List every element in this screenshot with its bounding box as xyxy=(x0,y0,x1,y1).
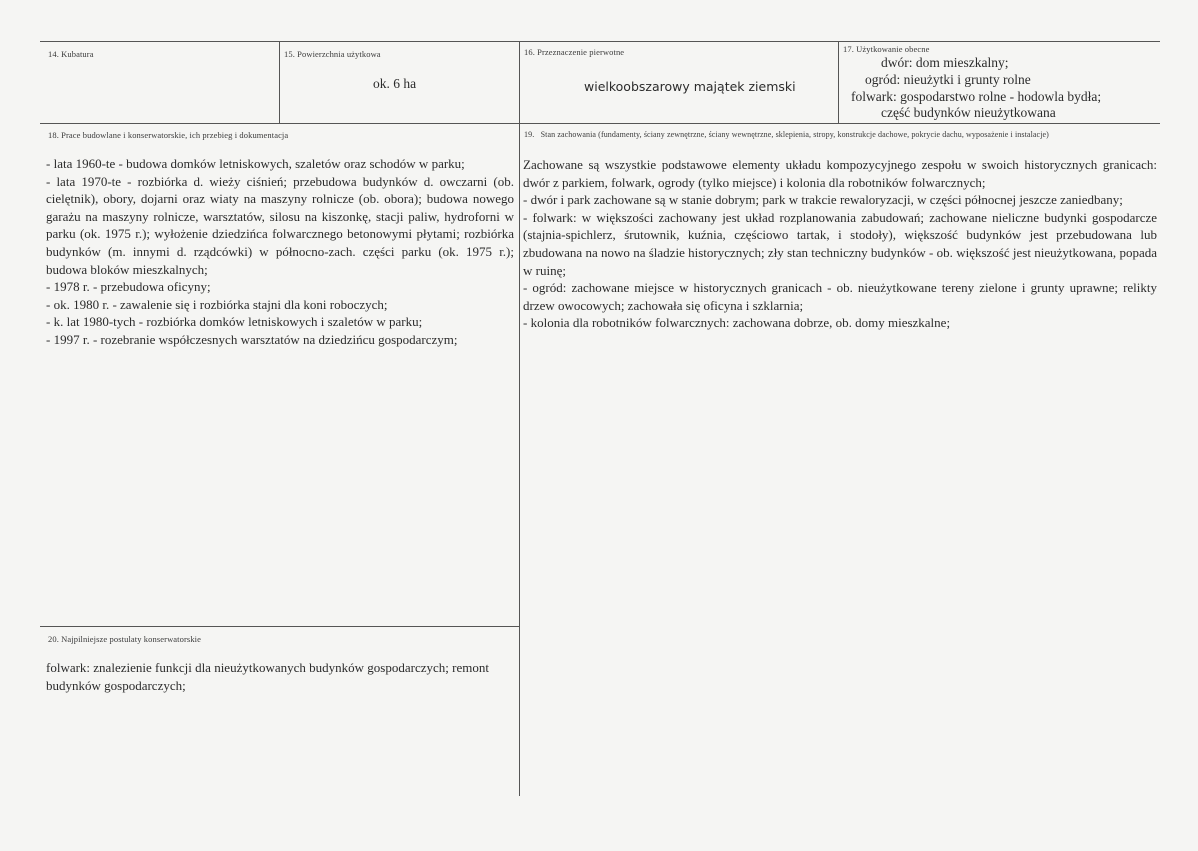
top-rule xyxy=(40,41,1160,42)
section20-top-rule xyxy=(40,626,519,627)
list-item: - ok. 1980 r. - zawalenie się i rozbiórka stajni dla koni roboczych; xyxy=(46,296,388,312)
uzytkowanie-label: 17. Użytkowanie obecne xyxy=(843,44,930,54)
powierzchnia-value: ok. 6 ha xyxy=(373,76,417,91)
kubatura-label: 14. Kubatura xyxy=(48,49,94,59)
col1-divider xyxy=(279,41,280,123)
przeznaczenie-value: wielkoobszarowy majątek ziemski xyxy=(584,79,796,94)
list-item: - folwark: w większości zachowany jest układ rozplanowania zabudowań; zachowane nieliczne budynki gospodarcze (stajnia-spichlerz, śrutownik, kuźnia, częściowo tartak, i stodoły), większość budynków jest przebudowana lub zbudowana na nowo na śladzie historycznych; zły stan techniczny budynków - ob. większość jest nieużytkowana, popada w ruinę; xyxy=(523,209,1157,278)
list-item: - ogród: zachowane miejsce w historycznych granicach - ob. nieużytkowane tereny zielone i grunty uprawne; relikty drzew owocowych; zachowała się oficyna i szklarnia; xyxy=(523,280,1157,313)
list-item: - 1978 r. - przebudowa oficyny; xyxy=(46,279,211,295)
list-item: - 1997 r. - rozebranie współczesnych warsztatów na dziedzińcu gospodarczym; xyxy=(46,331,458,347)
list-item: - lata 1970-te - rozbiórka d. wieży ciśnień; przebudowa budynków d. owczarni (ob. cielętnik), obory, dojarni oraz wiaty na maszyny rolnicze (ob. obora); budowa nowego garażu na maszyny rolnicze, warsztatów, silosu na kiszonkę, stacji paliw, hydroforni w parku (ok. 1975 r.); wyłożenie dziedzińca folwarcznego betonowymi płytami; rozbiórka budynków (m. innymi d. rządcówki) w północno-zach. części parku (ok. 1975 r.); budowa bloków mieszkalnych; xyxy=(46,173,514,277)
uzytkowanie-line: dwór: dom mieszkalny; xyxy=(881,55,1009,70)
list-item: - kolonia dla robotników folwarcznych: zachowana dobrze, ob. domy mieszkalne; xyxy=(523,315,951,331)
uzytkowanie-line: ogród: nieużytki i grunty rolne xyxy=(865,71,1031,87)
col3-divider xyxy=(838,41,839,123)
list-item: - k. lat 1980-tych - rozbiórka domków letniskowych i szaletów w parku; xyxy=(46,314,423,330)
prace-list xyxy=(46,155,514,349)
list-item: - lata 1960-te - budowa domków letniskowych, szaletów oraz schodów w parku; xyxy=(46,156,465,171)
row1-bottom-rule xyxy=(40,123,1160,124)
list-item: folwark: znalezienie funkcji dla nieużytkowanych budynków gospodarczych; remont budynków gospodarczych; xyxy=(46,660,489,693)
uzytkowanie-line: część budynków nieużytkowana xyxy=(881,105,1056,121)
postulaty-label: 20. Najpilniejsze postulaty konserwatorskie xyxy=(48,634,202,644)
stan-list xyxy=(523,156,1157,332)
list-item: Zachowane są wszystkie podstawowe elementy układu kompozycyjnego zespołu w swoich historycznych granicach: dwór z parkiem, folwark, ogrody (tylko miejsce) i kolonia dla robotników folwarcznych; xyxy=(523,157,1157,190)
postulaty-list xyxy=(46,659,514,694)
przeznaczenie-label: 16. Przeznaczenie pierwotne xyxy=(524,47,625,57)
col2-divider xyxy=(519,41,520,796)
list-item: - dwór i park zachowane są w stanie dobrym; park w trakcie rewaloryzacji, w części północnej jeszcze zaniedbany; xyxy=(523,192,1123,208)
stan-label: 19. Stan zachowania (fundamenty, ściany zewnętrzne, ściany wewnętrzne, sklepienia, stropy, konstrukcje dachowe, pokrycie dachu, wyposażenie i instalacje) xyxy=(524,130,1049,139)
uzytkowanie-lines xyxy=(851,55,1101,122)
powierzchnia-label: 15. Powierzchnia użytkowa xyxy=(284,49,381,59)
uzytkowanie-line: folwark: gospodarstwo rolne - hodowla bydła; xyxy=(851,88,1102,104)
prace-label: 18. Prace budowlane i konserwatorskie, ich przebieg i dokumentacja xyxy=(48,130,289,140)
